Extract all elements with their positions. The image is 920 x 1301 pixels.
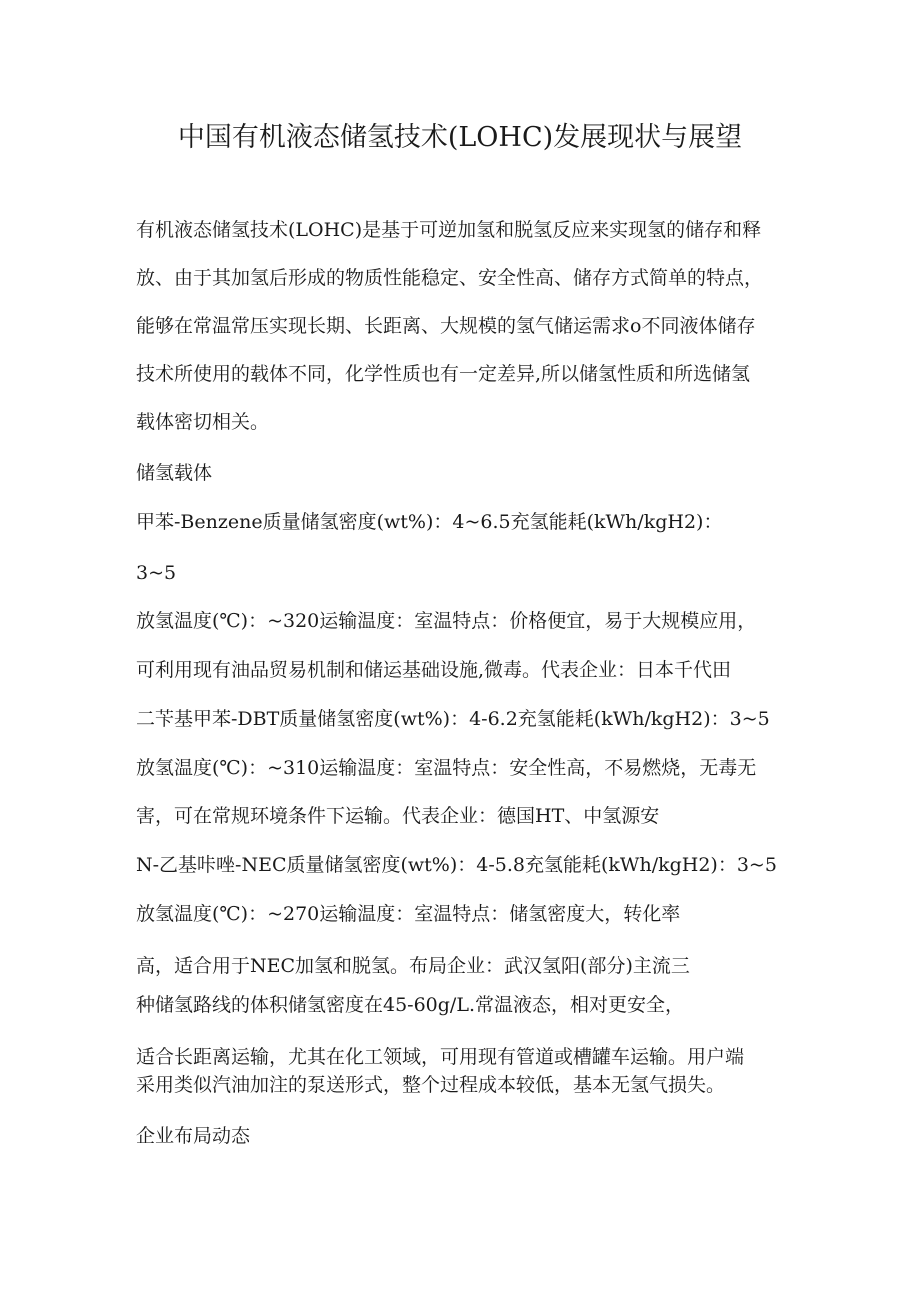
- carrier-line: 害，可在常规环境条件下运输。代表企业：德国HT、中氢源安: [136, 805, 660, 827]
- paragraph-line: 能够在常温常压实现长期、长距离、大规模的氢气储运需求o不同液体储存: [136, 315, 756, 337]
- paragraph-line: 技术所使用的载体不同，化学性质也有一定差异,所以储氢性质和所选储氢: [136, 363, 751, 385]
- carrier-line: 3~5: [136, 562, 177, 584]
- page-title: 中国有机液态储氢技术(LOHC)发展现状与展望: [177, 122, 743, 153]
- section-heading-storage-carriers: 储氢载体: [136, 462, 213, 484]
- carrier-line: 甲苯-Benzene质量储氢密度(wt%)：4~6.5充氢能耗(kWh/kgH2)：: [136, 511, 723, 533]
- paragraph-line: 种储氢路线的体积储氢密度在45-60g/L.常温液态，相对更安全，: [136, 994, 684, 1016]
- paragraph-line: 适合长距离运输，尤其在化工领域，可用现有管道或槽罐车运输。用户端: [136, 1046, 745, 1068]
- section-heading-enterprise-layout: 企业布局动态: [136, 1125, 251, 1147]
- paragraph-line: 放、由于其加氢后形成的物质性能稳定、安全性高、储存方式简单的特点，: [136, 267, 764, 289]
- carrier-line: 放氢温度(℃)：~320运输温度：室温特点：价格便宜，易于大规模应用，: [136, 610, 757, 632]
- paragraph-line: 载体密切相关。: [136, 411, 270, 433]
- carrier-line: N-乙基咔唑-NEC质量储氢密度(wt%)：4-5.8充氢能耗(kWh/kgH2)：3~5: [136, 854, 777, 876]
- carrier-line: 可利用现有油品贸易机制和储运基础设施,微毒。代表企业：日本千代田: [136, 659, 732, 681]
- carrier-line: 放氢温度(℃)：~270运输温度：室温特点：储氢密度大，转化率: [136, 903, 681, 925]
- carrier-line: 放氢温度(℃)：~310运输温度：室温特点：安全性高，不易燃烧，无毒无: [136, 757, 757, 779]
- paragraph-line: 采用类似汽油加注的泵送形式，整个过程成本较低，基本无氢气损失。: [136, 1074, 726, 1096]
- carrier-line: 二苄基甲苯-DBT质量储氢密度(wt%)：4-6.2充氢能耗(kWh/kgH2)：3~5: [136, 708, 770, 730]
- carrier-line: 高，适合用于NEC加氢和脱氢。布局企业：武汉氢阳(部分)主流三: [136, 955, 690, 977]
- paragraph-line: 有机液态储氢技术(LOHC)是基于可逆加氢和脱氢反应来实现氢的储存和释: [136, 219, 762, 241]
